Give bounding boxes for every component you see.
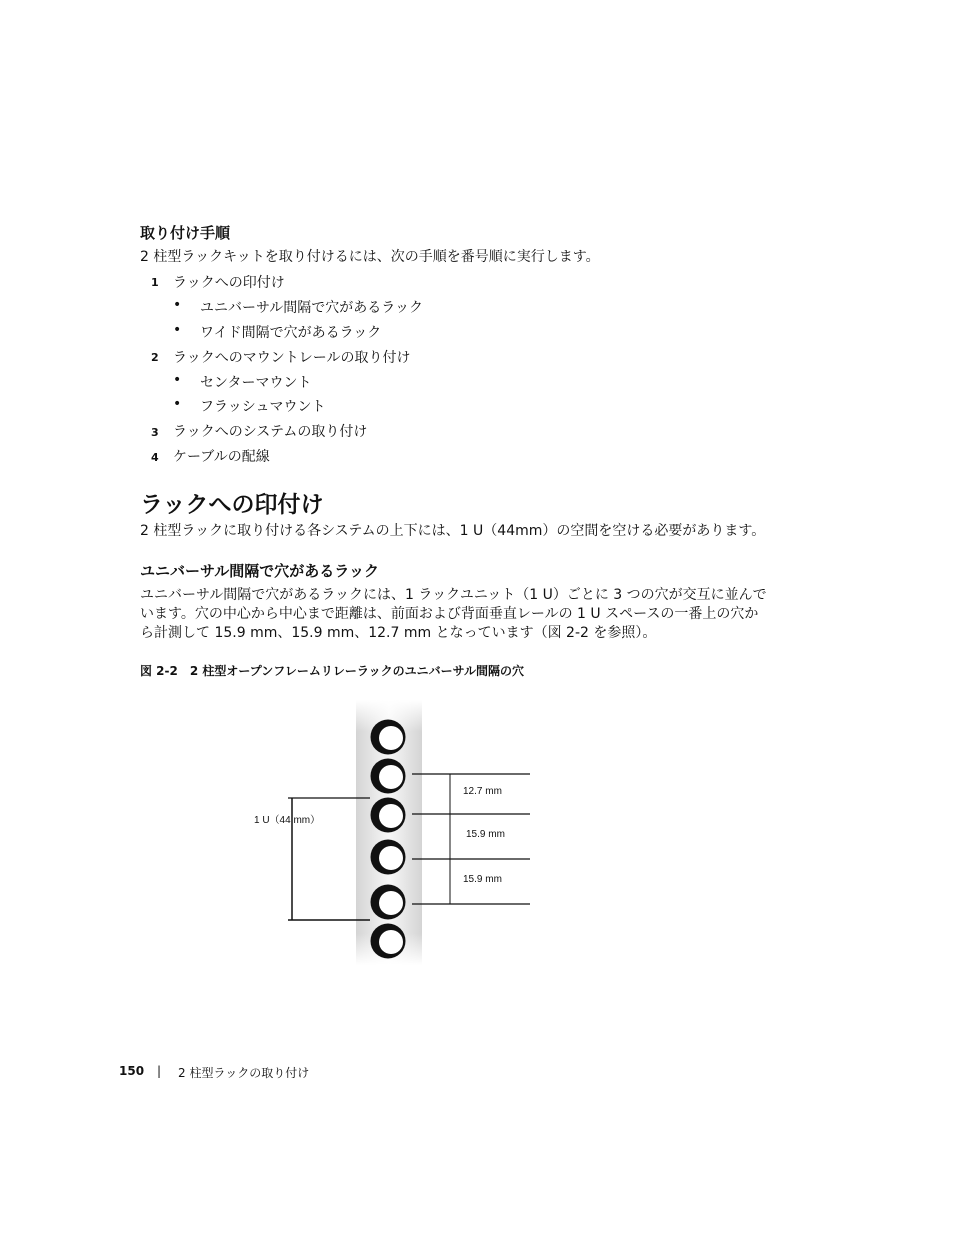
dimension-label: 15.9 mm [466, 829, 505, 840]
rail-hole [371, 798, 406, 833]
step-text: ラックへのシステムの取り付け [173, 424, 368, 440]
step-number: 3 [151, 426, 159, 439]
bullet-marker: • [173, 396, 182, 412]
footer-separator: | [157, 1064, 162, 1078]
bullet-item: センターマウント [200, 375, 312, 391]
step-number: 1 [151, 276, 159, 289]
figure-caption [140, 662, 524, 679]
bullet-item: ユニバーサル間隔で穴があるラック [200, 300, 424, 316]
bullet-marker: • [173, 372, 182, 388]
page-number: 150 [119, 1064, 145, 1078]
footer-chapter-title: 2 柱型ラックの取り付け [178, 1066, 310, 1080]
rail-hole [371, 840, 406, 875]
step-text: ケーブルの配線 [173, 449, 270, 465]
unit-label: 1 U（44 mm） [254, 815, 321, 826]
bullet-item: フラッシュマウント [200, 399, 326, 415]
paragraph-line: います。穴の中心から中心まで距離は、前面および背面垂直レールの 1 U スペースの一番上の穴か [140, 606, 759, 622]
rail-hole [371, 759, 406, 794]
step-text: ラックへのマウントレールの取り付け [173, 350, 411, 366]
paragraph-line: ら計測して 15.9 mm、15.9 mm、12.7 mm となっています（図 2-2 を参照）。 [140, 625, 657, 641]
dimension-label: 15.9 mm [463, 874, 502, 885]
bullet-marker: • [173, 322, 182, 338]
dimension-label: 12.7 mm [463, 786, 502, 797]
figure-caption-text: 2 柱型オープンフレームリレーラックのユニバーサル間隔の穴 [189, 664, 524, 678]
bullet-item: ワイド間隔で穴があるラック [200, 325, 382, 341]
step-number: 4 [151, 451, 159, 464]
section-heading-installation-steps: 取り付け手順 [140, 224, 231, 242]
rail-hole [371, 885, 406, 920]
rack-hole-spacing-figure [240, 695, 550, 970]
bullet-marker: • [173, 297, 182, 313]
rail-hole [371, 924, 406, 959]
section-heading-rack-marking: ラックへの印付け [140, 492, 324, 518]
step-text: ラックへの印付け [173, 275, 285, 291]
universal-spacing-paragraph [140, 586, 820, 643]
rail-hole [371, 720, 406, 755]
installation-intro: 2 柱型ラックキットを取り付けるには、次の手順を番号順に実行します。 [140, 249, 600, 265]
section-heading-universal-spacing: ユニバーサル間隔で穴があるラック [140, 562, 379, 580]
step-number: 2 [151, 351, 159, 364]
figure-number: 図 2-2 [140, 664, 178, 678]
rack-marking-intro: 2 柱型ラックに取り付ける各システムの上下には、1 U（44mm）の空間を空ける必要があります。 [140, 523, 766, 539]
paragraph-line: ユニバーサル間隔で穴があるラックには、1 ラックユニット（1 U）ごとに 3 つの穴が交互に並んで [140, 587, 767, 603]
